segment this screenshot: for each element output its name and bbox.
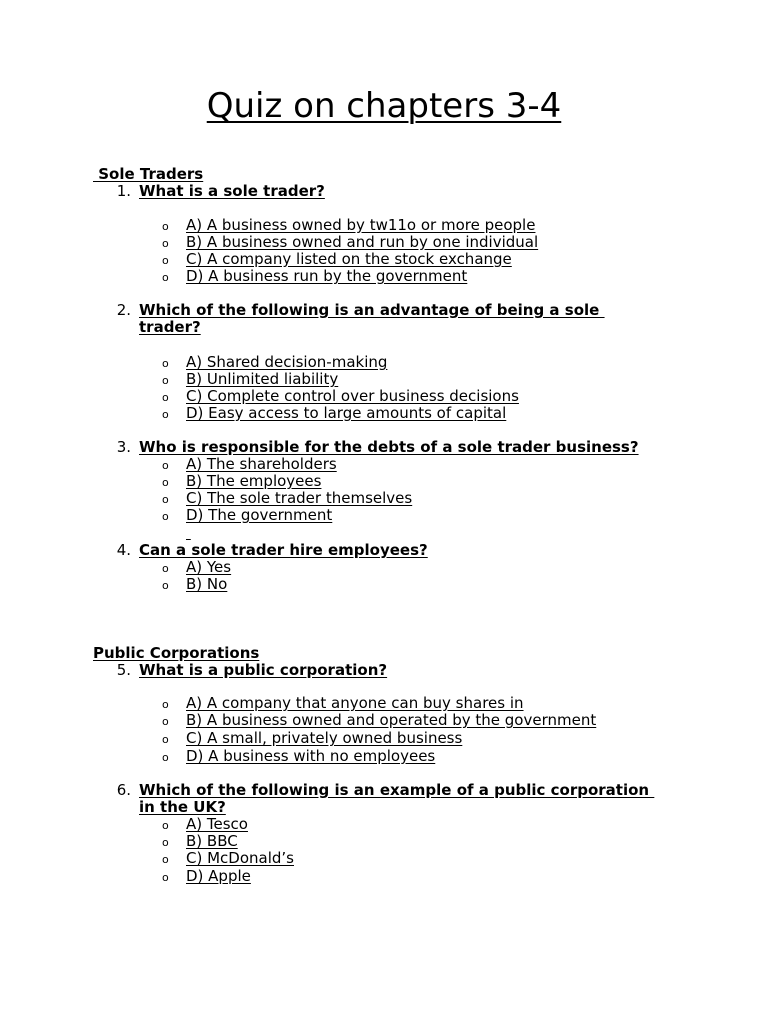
bullet-icon: o — [162, 698, 169, 711]
option-a: A) Yes — [186, 558, 232, 576]
bullet-icon: o — [162, 357, 169, 370]
bullet-icon: o — [162, 733, 169, 746]
question-number: 1. — [116, 182, 131, 200]
bullet-icon: o — [162, 391, 169, 404]
bullet-icon: o — [162, 562, 169, 575]
bullet-icon: o — [162, 220, 169, 233]
question-text: What is a public corporation? — [139, 661, 388, 679]
bullet-icon: o — [162, 853, 169, 866]
option-d: D) A business with no employees — [186, 747, 436, 765]
bullet-icon: o — [162, 459, 169, 472]
bullet-icon: o — [162, 715, 169, 728]
bullet-icon: o — [162, 819, 169, 832]
option-d: D) The government — [186, 506, 333, 524]
option-a: A) A business owned by tw11o or more people — [186, 216, 536, 234]
section-heading-sole-traders: Sole Traders — [93, 165, 204, 183]
option-a: A) The shareholders — [186, 455, 337, 473]
option-a: A) A company that anyone can buy shares in — [186, 694, 524, 712]
question-number: 5. — [116, 661, 131, 679]
bullet-icon: o — [162, 836, 169, 849]
question-text-continued: trader? — [139, 318, 201, 336]
question-number: 4. — [116, 541, 131, 559]
question-text: Which of the following is an advantage of being a sole — [139, 301, 605, 319]
bullet-icon: o — [162, 237, 169, 250]
question-text: Which of the following is an example of a public corporation — [139, 781, 655, 799]
option-d: D) Apple — [186, 867, 251, 885]
option-b: B) No — [186, 575, 228, 593]
page-title: Quiz on chapters 3-4 — [206, 86, 562, 126]
option-c: C) McDonald’s — [186, 849, 294, 867]
option-d: D) A business run by the government — [186, 267, 468, 285]
option-c: C) The sole trader themselves — [186, 489, 413, 507]
option-b: B) A business owned and operated by the government — [186, 711, 597, 729]
question-text-continued: in the UK? — [139, 798, 226, 816]
bullet-icon: o — [162, 254, 169, 267]
bullet-icon: o — [162, 871, 169, 884]
section-heading-public-corporations: Public Corporations — [93, 644, 260, 662]
option-a: A) Tesco — [186, 815, 248, 833]
question-text: Who is responsible for the debts of a sole trader business? — [139, 438, 639, 456]
bullet-icon: o — [162, 493, 169, 506]
option-b: B) Unlimited liability — [186, 370, 339, 388]
option-b: B) The employees — [186, 472, 322, 490]
option-c: C) Complete control over business decisions — [186, 387, 519, 405]
stray-underline — [186, 524, 191, 541]
option-c: C) A small, privately owned business — [186, 729, 463, 747]
question-number: 3. — [116, 438, 131, 456]
bullet-icon: o — [162, 510, 169, 523]
question-number: 2. — [116, 301, 131, 319]
option-c: C) A company listed on the stock exchange — [186, 250, 512, 268]
bullet-icon: o — [162, 408, 169, 421]
question-text: What is a sole trader? — [139, 182, 325, 200]
question-number: 6. — [116, 781, 131, 799]
bullet-icon: o — [162, 751, 169, 764]
bullet-icon: o — [162, 271, 169, 284]
question-text: Can a sole trader hire employees? — [139, 541, 428, 559]
option-d: D) Easy access to large amounts of capital — [186, 404, 507, 422]
option-b: B) A business owned and run by one individual — [186, 233, 539, 251]
bullet-icon: o — [162, 476, 169, 489]
option-a: A) Shared decision-making — [186, 353, 388, 371]
bullet-icon: o — [162, 579, 169, 592]
bullet-icon: o — [162, 374, 169, 387]
option-b: B) BBC — [186, 832, 238, 850]
